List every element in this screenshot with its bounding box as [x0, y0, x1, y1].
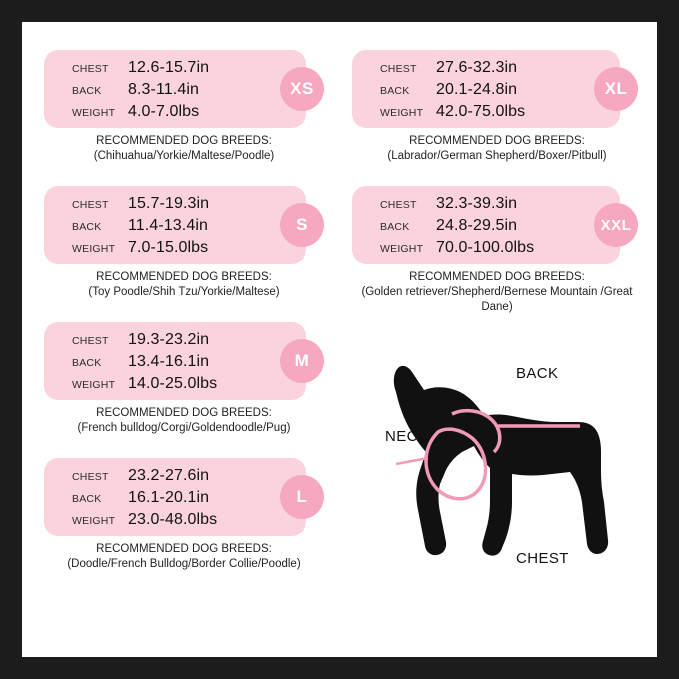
measurement-row-weight — [44, 511, 306, 533]
recommended-breeds-title: RECOMMENDED DOG BREEDS: — [96, 135, 272, 147]
size-block-m — [44, 322, 334, 436]
recommended-breeds — [44, 134, 324, 164]
measurement-row-weight — [44, 375, 306, 397]
recommended-breeds — [352, 134, 642, 164]
chest-label: CHEST — [380, 199, 417, 211]
size-column-left — [44, 22, 334, 576]
back-value: 16.1-20.1in — [128, 489, 210, 506]
back-label: BACK — [72, 221, 102, 233]
size-badge: XS — [280, 67, 324, 111]
size-card — [352, 186, 632, 264]
back-label: BACK — [72, 85, 102, 97]
back-value: 24.8-29.5in — [436, 217, 518, 234]
dog-measurement-diagram — [352, 352, 652, 612]
weight-label: WEIGHT — [380, 107, 424, 119]
chest-value: 15.7-19.3in — [128, 195, 210, 212]
chest-label: CHEST — [72, 63, 109, 75]
measurement-row-chest — [352, 195, 620, 217]
chest-label-diagram: CHEST — [516, 550, 569, 567]
back-label: BACK — [72, 493, 102, 505]
size-block-xl — [352, 50, 647, 164]
size-block-xxl — [352, 186, 647, 315]
measurement-row-weight — [44, 239, 306, 261]
chest-label: CHEST — [72, 335, 109, 347]
measurement-row-weight — [352, 103, 620, 125]
back-value: 20.1-24.8in — [436, 81, 518, 98]
chest-value: 12.6-15.7in — [128, 59, 210, 76]
size-card — [44, 186, 306, 264]
measurement-row-weight — [352, 239, 620, 261]
weight-label: WEIGHT — [72, 243, 116, 255]
size-badge: XL — [594, 67, 638, 111]
size-badge: M — [280, 339, 324, 383]
size-block-xs — [44, 50, 334, 164]
weight-label: WEIGHT — [72, 515, 116, 527]
recommended-breeds — [44, 406, 324, 436]
recommended-breeds-title: RECOMMENDED DOG BREEDS: — [96, 543, 272, 555]
size-badge: S — [280, 203, 324, 247]
recommended-breeds-title: RECOMMENDED DOG BREEDS: — [409, 135, 585, 147]
measurement-row-weight — [44, 103, 306, 125]
measurement-row-back — [44, 217, 306, 239]
size-badge: XXL — [594, 203, 638, 247]
recommended-breeds-list: (Chihuahua/Yorkie/Maltese/Poodle) — [93, 150, 275, 162]
measurement-row-chest — [44, 467, 306, 489]
measurement-row-back — [352, 217, 620, 239]
chest-label: CHEST — [380, 63, 417, 75]
recommended-breeds-list: (French bulldog/Corgi/Goldendoodle/Pug) — [77, 422, 291, 434]
measurement-row-chest — [44, 59, 306, 81]
weight-value: 42.0-75.0lbs — [436, 103, 526, 120]
size-chart-sheet — [22, 22, 657, 657]
size-card — [44, 50, 314, 128]
back-label-diagram: BACK — [516, 365, 559, 382]
measurement-row-chest — [44, 195, 306, 217]
weight-label: WEIGHT — [380, 243, 424, 255]
back-value: 13.4-16.1in — [128, 353, 210, 370]
weight-label: WEIGHT — [72, 379, 116, 391]
chest-label: CHEST — [72, 199, 109, 211]
measurement-row-back — [352, 81, 620, 103]
measurement-row-back — [44, 81, 306, 103]
weight-value: 4.0-7.0lbs — [128, 103, 200, 120]
chest-label: CHEST — [72, 471, 109, 483]
size-card — [44, 458, 306, 536]
chest-value: 19.3-23.2in — [128, 331, 210, 348]
size-card — [44, 322, 310, 400]
weight-value: 7.0-15.0lbs — [128, 239, 209, 256]
weight-value: 23.0-48.0lbs — [128, 511, 218, 528]
recommended-breeds — [44, 270, 324, 300]
size-block-s — [44, 186, 334, 300]
size-block-l — [44, 458, 334, 572]
dog-silhouette-svg — [352, 352, 652, 612]
chest-value: 32.3-39.3in — [436, 195, 518, 212]
size-badge: L — [280, 475, 324, 519]
recommended-breeds-list: (Doodle/French Bulldog/Border Collie/Poodle) — [67, 558, 301, 570]
recommended-breeds-title: RECOMMENDED DOG BREEDS: — [409, 271, 585, 283]
recommended-breeds-list: (Labrador/German Shepherd/Boxer/Pitbull) — [387, 150, 607, 162]
chest-value: 27.6-32.3in — [436, 59, 518, 76]
size-card — [352, 50, 628, 128]
neck-label-diagram: NECK — [385, 428, 429, 445]
back-value: 8.3-11.4in — [128, 81, 199, 98]
measurement-row-chest — [352, 59, 620, 81]
back-label: BACK — [72, 357, 102, 369]
weight-value: 14.0-25.0lbs — [128, 375, 218, 392]
weight-label: WEIGHT — [72, 107, 116, 119]
recommended-breeds — [352, 270, 642, 315]
recommended-breeds-title: RECOMMENDED DOG BREEDS: — [96, 407, 272, 419]
back-value: 11.4-13.4in — [128, 217, 208, 234]
recommended-breeds-list: (Golden retriever/Shepherd/Bernese Mountain /Great Dane) — [361, 286, 633, 313]
back-label: BACK — [380, 221, 410, 233]
chest-value: 23.2-27.6in — [128, 467, 210, 484]
recommended-breeds — [44, 542, 324, 572]
measurement-row-chest — [44, 331, 306, 353]
measurement-row-back — [44, 353, 306, 375]
recommended-breeds-list: (Toy Poodle/Shih Tzu/Yorkie/Maltese) — [88, 286, 280, 298]
measurement-row-back — [44, 489, 306, 511]
weight-value: 70.0-100.0lbs — [436, 239, 535, 256]
size-column-right — [352, 22, 647, 319]
recommended-breeds-title: RECOMMENDED DOG BREEDS: — [96, 271, 272, 283]
back-label: BACK — [380, 85, 410, 97]
